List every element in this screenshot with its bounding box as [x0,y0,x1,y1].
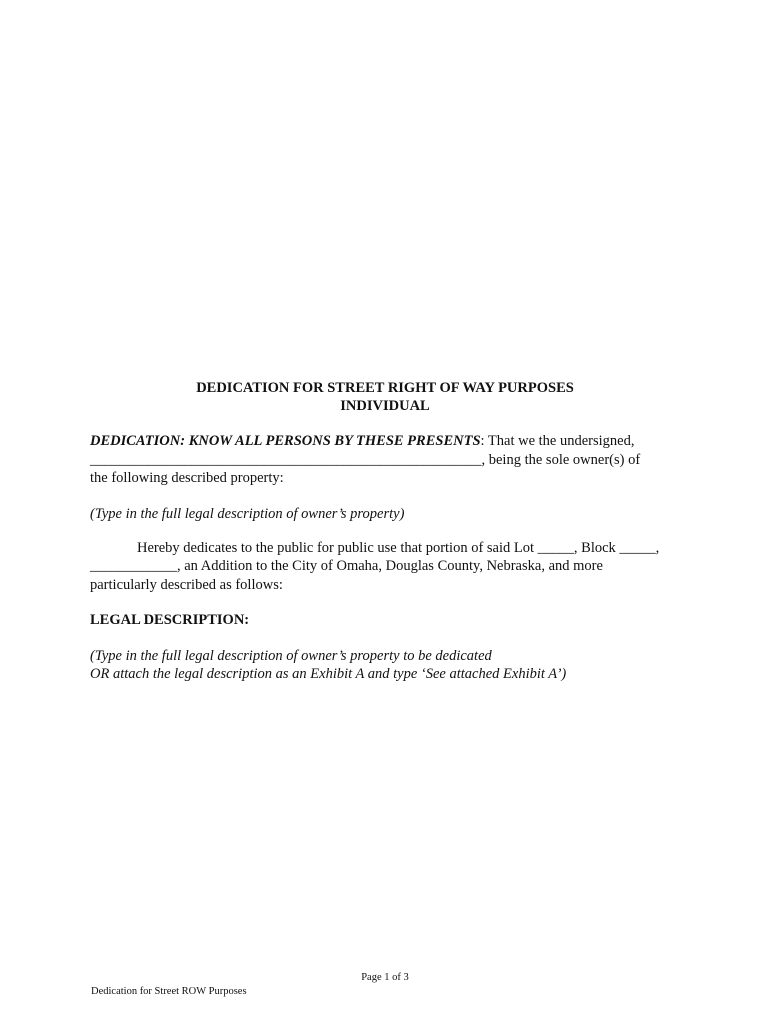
dedication-text-1: That we the undersigned, [484,433,635,449]
legal-description-heading: LEGAL DESCRIPTION: [90,612,250,628]
document-title: DEDICATION FOR STREET RIGHT OF WAY PURPOSES [196,380,574,396]
hereby-line-1: Hereby dedicates to the public for public use that portion of said Lot _____, Block _____, [137,540,660,556]
document-subtitle: INDIVIDUAL [340,398,430,414]
owner-name-blank: ______________________________________________________ [90,452,482,468]
dedication-line-3: the following described property: [90,470,284,486]
page-number: Page 1 of 3 [361,972,409,983]
dedication-line-2 [90,451,640,469]
dedication-text-2: , being the sole owner(s) of [481,452,641,468]
legal-instruction-line-2: OR attach the legal description as an Exhibit A and type ‘See attached Exhibit A’) [90,666,567,682]
property-instruction: (Type in the full legal description of owner’s property) [90,506,405,522]
footer-document-name: Dedication for Street ROW Purposes [91,986,247,997]
dedication-colon: : [480,433,485,449]
hereby-line-2: ____________, an Addition to the City of Omaha, Douglas County, Nebraska, and more [90,558,603,574]
hereby-line-3: particularly described as follows: [90,577,283,593]
dedication-line-1 [90,432,634,450]
dedication-heading: DEDICATION: KNOW ALL PERSONS BY THESE PRESENTS [90,433,481,449]
legal-instruction-line-1: (Type in the full legal description of owner’s property to be dedicated [90,648,492,664]
